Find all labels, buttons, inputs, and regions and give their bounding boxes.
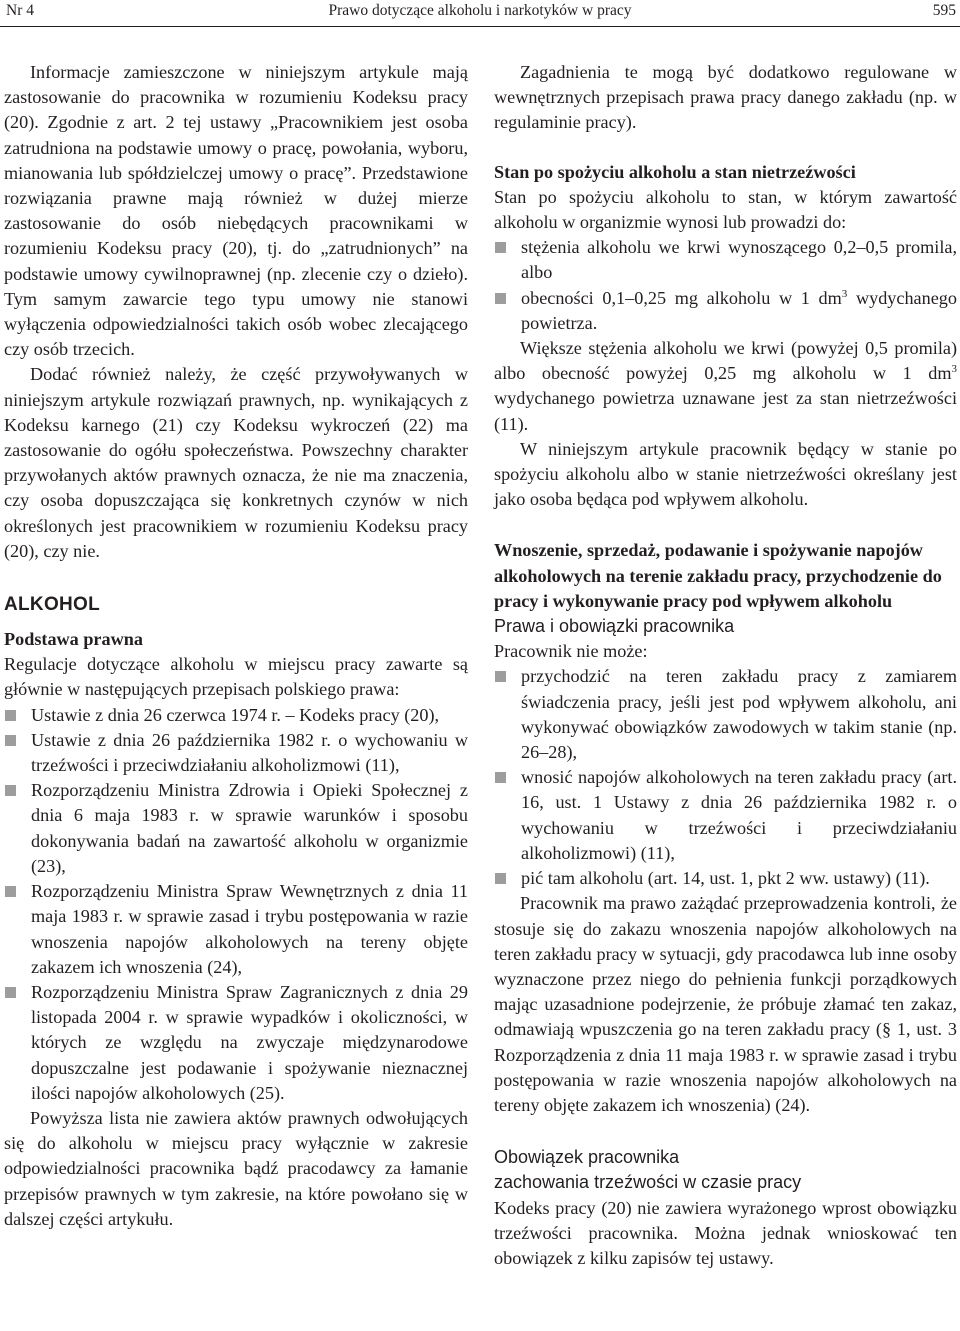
section-title-alkohol: ALKOHOL bbox=[4, 594, 101, 616]
subheading-legal-basis: Podstawa prawna bbox=[4, 629, 143, 650]
heading-workplace-alcohol: Wnoszenie, sprzedaż, podawanie i spożywanie napojów alkoholowych na terenie zakładu pracy, przychodzenie do pracy i wykonywanie pracy pod wpływem alkoholu bbox=[494, 540, 942, 611]
paragraph-intoxication-definition: Większe stężenia alkoholu we krwi (powyżej 0,5 promila) albo obecność powyżej 0,25 mg alkoholu w 1 $dm^3$ wydychanego powietrza uznawane jest za stan nietrzeźwości (11). bbox=[494, 338, 957, 434]
paragraph-state-definition: Stan po spożyciu alkoholu to stan, w którym zawartość alkoholu w organizmie wynosi lub prowadzi do: bbox=[494, 186, 957, 233]
paragraph-general-application: Dodać również należy, że część przywoływanych w niniejszym artykule rozwiązań prawnych, np. wynikających z Kodeksu karnego (21) czy Kodeksu wykroczeń (22) ma zastosowanie do ogółu społeczeństwa. Powszechny charakter przywołanych aktów prawnych oznacza, że nie ma znaczenia, czy osoba dopuszczająca się konkretnych czynów w nich określonych jest pracownikiem w rozumieniu Kodeksu pracy (20), czy nie. bbox=[4, 364, 468, 561]
square-bullet-icon bbox=[495, 772, 506, 783]
paragraph-regulations-intro: Regulacje dotyczące alkoholu w miejscu pracy zawarte są głównie w następujących przepisach polskiego prawa: bbox=[4, 654, 468, 700]
heading-alcohol-states: Stan po spożyciu alkoholu a stan nietrzeźwości bbox=[494, 161, 856, 182]
square-bullet-icon bbox=[5, 735, 16, 746]
list-item: stężenia alkoholu we krwi wynoszącego 0,2–0,5 promila, albo bbox=[494, 235, 957, 285]
employee-prohibitions-list bbox=[494, 664, 957, 891]
square-bullet-icon bbox=[495, 293, 506, 304]
square-bullet-icon bbox=[495, 671, 506, 682]
square-bullet-icon bbox=[5, 886, 16, 897]
square-bullet-icon bbox=[5, 987, 16, 998]
right-column bbox=[494, 60, 957, 1271]
subheading-sobriety-duty-line2: zachowania trzeźwości w czasie pracy bbox=[494, 1172, 802, 1193]
list-item: obecności 0,1–0,25 mg alkoholu w 1 $dm^3$ wydychanego powietrza. bbox=[494, 286, 957, 336]
running-header bbox=[0, 0, 960, 28]
left-column bbox=[4, 60, 468, 1232]
list-item: przychodzić na teren zakładu pracy z zamiarem świadczenia pracy, jeśli jest pod wpływem alkoholu, ani wykonywać obowiązków zawodowych w takim stanie (np. 26–28), bbox=[494, 664, 957, 765]
paragraph-scope: Informacje zamieszczone w niniejszym artykule mają zastosowanie do pracownika w rozumieniu Kodeksu pracy (20). Zgodnie z art. 2 tej ustawy „Pracownikiem jest osoba zatrudniona na podstawie umowy o pracę, powołania, wyboru, mianowania lub spółdzielczej umowy o pracę”. Przedstawione rozwiązania prawne mają również w dużej mierze zastosowanie do osób niebędących pracownikami w rozumieniu Kodeksu pracy (20), tj. do „zatrudnionych” na podstawie umowy cywilnoprawnej (np. zlecenie czy o dzieło). Tym samym zawarcie tego typu umowy nie stanowi wyłączenia odpowiedzialności takich osób wobec zlecającego czy osób trzecich. bbox=[4, 62, 468, 360]
state-criteria-list bbox=[494, 235, 957, 336]
header-rule bbox=[0, 26, 960, 27]
subheading-sobriety-duty-line1: Obowiązek pracownika bbox=[494, 1147, 680, 1168]
issue-number: Nr 4 bbox=[6, 2, 34, 19]
list-item: wnosić napojów alkoholowych na teren zakładu pracy (art. 16, ust. 1 Ustawy z dnia 26 października 1982 r. o wychowaniu w trzeźwości i przeciwdziałaniu alkoholizmowi) (11), bbox=[494, 765, 957, 866]
list-item: Rozporządzeniu Ministra Zdrowia i Opieki Społecznej z dnia 6 maja 1983 r. w sprawie warunków i sposobu dokonywania badań na zawartość alkoholu w organizmie (23), bbox=[4, 778, 468, 879]
list-item: Ustawie z dnia 26 października 1982 r. o wychowaniu w trzeźwości i przeciwdziałaniu alkoholizmowi (11), bbox=[4, 728, 468, 778]
list-item: Rozporządzeniu Ministra Spraw Zagranicznych z dnia 29 listopada 2004 r. w sprawie wypadków i okoliczności, w których ze względu na zwyczaje międzynarodowe dopuszczalne jest podawanie i spożywanie nieznacznej ilości napojów alkoholowych (25). bbox=[4, 980, 468, 1106]
paragraph-employee-cannot: Pracownik nie może: bbox=[494, 641, 648, 662]
paragraph-internal-regulations: Zagadnienia te mogą być dodatkowo regulowane w wewnętrznych przepisach prawa pracy danego zakładu (np. w regulaminie pracy). bbox=[494, 62, 957, 133]
journal-running-title: Prawo dotyczące alkoholu i narkotyków w pracy bbox=[328, 2, 632, 19]
square-bullet-icon bbox=[495, 873, 506, 884]
paragraph-list-note: Powyższa lista nie zawiera aktów prawnych odwołujących się do alkoholu w miejscu pracy wyłącznie w zakresie odpowiedzialności pracownika bądź pracodawcy za łamanie przepisów prawnych w tym zakresie, na które powołano się w dalszej części artykułu. bbox=[4, 1107, 468, 1229]
square-bullet-icon bbox=[495, 242, 506, 253]
list-item: Rozporządzeniu Ministra Spraw Wewnętrznych z dnia 11 maja 1983 r. w sprawie zasad i trybu postępowania w razie wnoszenia napojów alkoholowych na tereny objęte zakazem ich wnoszenia (24), bbox=[4, 879, 468, 980]
paragraph-inspection-right: Pracownik ma prawo zażądać przeprowadzenia kontroli, że stosuje się do zakazu wnoszenia napojów alkoholowych na teren zakładu pracy w sytuacji, gdy pracodawca lub inne osoby wyznaczone przez niego do pełnienia funkcji porządkowych mając uzasadnione podejrzenie, że próbuje złamać ten zakaz, odmawiają wpuszczenia go na teren zakładu pracy (§ 1, ust. 3 Rozporządzenia z dnia 11 maja 1983 r. w sprawie zasad i trybu postępowania w razie wnoszenia napojów alkoholowych na tereny objęte zakazem ich wnoszenia) (24). bbox=[494, 893, 957, 1115]
page-number: 595 bbox=[932, 2, 956, 19]
square-bullet-icon bbox=[5, 710, 16, 721]
paragraph-under-influence-term: W niniejszym artykule pracownik będący w stanie po spożyciu alkoholu albo w stanie nietrzeźwości określany jest jako osoba będąca pod wpływem alkoholu. bbox=[494, 438, 957, 510]
list-item: Ustawie z dnia 26 czerwca 1974 r. – Kodeks pracy (20), bbox=[4, 703, 468, 728]
subheading-employee-rights: Prawa i obowiązki pracownika bbox=[494, 616, 735, 637]
square-bullet-icon bbox=[5, 785, 16, 796]
paragraph-sobriety-duty: Kodeks pracy (20) nie zawiera wyrażonego wprost obowiązku trzeźwości pracownika. Można jednak wnioskować ten obowiązek z kilku zapisów tej ustawy. bbox=[494, 1197, 957, 1268]
list-item: pić tam alkoholu (art. 14, ust. 1, pkt 2 ww. ustawy) (11). bbox=[494, 866, 957, 891]
regulations-list bbox=[4, 703, 468, 1106]
